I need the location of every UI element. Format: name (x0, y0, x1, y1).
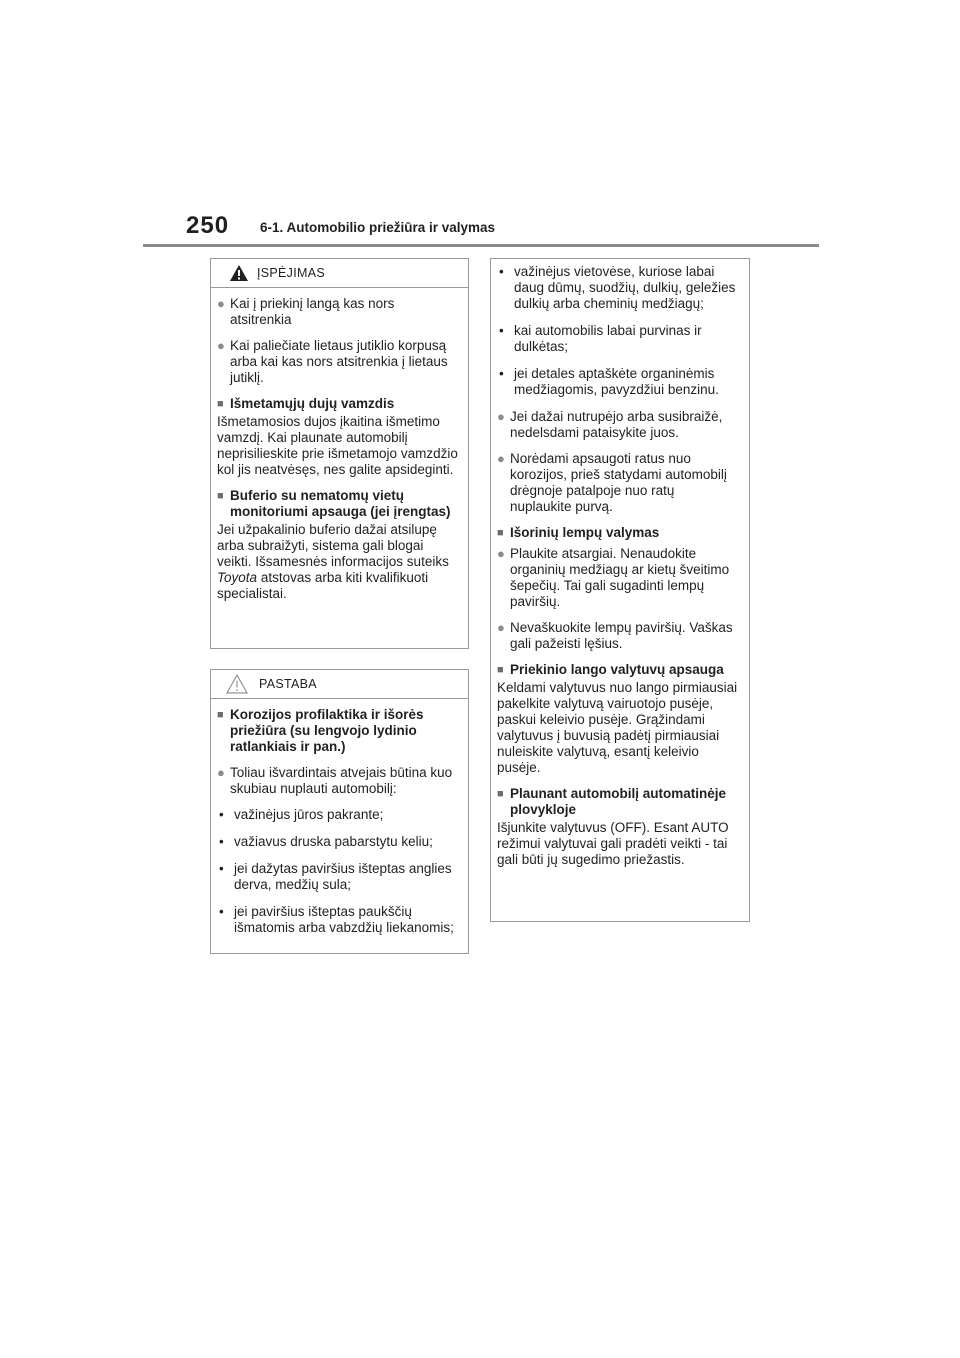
list-item: • jei paviršius išteptas paukščių išmatomis arba vabzdžių liekanomis; (219, 904, 454, 935)
list-item: • kai automobilis labai purvinas ir dulkėtas; (499, 323, 702, 354)
section-title: 6-1. Automobilio priežiūra ir valymas (260, 220, 496, 235)
list-item: ● Norėdami apsaugoti ratus nuo korozijos, prieš statydami automobilį drėgnoje patalpoje nuo ratų nuplaukite purvą. (497, 451, 727, 514)
section-heading: ■ Išmetamųjų dujų vamzdis (217, 396, 395, 411)
bullet-square-icon: ■ (217, 490, 224, 502)
bullet-circle-icon: ● (217, 338, 225, 353)
caution-triangle-icon (225, 674, 249, 694)
list-item: ● Jei dažai nutrupėjo arba susibraižė, nedelsdami pataisykite juos. (497, 409, 723, 440)
bullet-square-icon: ■ (497, 527, 504, 539)
warning-title: ĮSPĖJIMAS (257, 266, 325, 280)
section-heading: ■ Plaunant automobilį automatinėje plovykloje (497, 786, 727, 817)
note-body-right (491, 259, 749, 884)
bullet-circle-icon: ● (497, 546, 505, 561)
section-heading: ■ Korozijos profilaktika ir išorės priežiūra (su lengvojo lydinio ratlankiais ir pan.) (217, 707, 424, 754)
bullet-square-icon: ■ (217, 398, 224, 410)
warning-box (210, 258, 469, 649)
header-rule (143, 244, 819, 247)
note-body-left (211, 699, 468, 953)
list-item: • važinėjus jūros pakrante; (219, 807, 384, 822)
brand-name: Toyota (217, 570, 258, 585)
bullet-circle-icon: ● (217, 296, 225, 311)
list-item: ● Nevaškuokite lempų paviršių. Vaškas gali pažeisti lęšius. (497, 620, 733, 651)
list-item: • važiavus druska pabarstytu keliu; (219, 834, 433, 849)
warning-title-bar (211, 259, 468, 288)
page-number: 250 (186, 212, 230, 239)
list-item: • jei detales aptaškėte organinėmis medžiagomis, pavyzdžiui benzinu. (499, 366, 719, 397)
section-heading: ■ Buferio su nematomų vietų monitoriumi apsauga (jei įrengtas) (217, 488, 451, 519)
note-box-right (490, 258, 750, 922)
list-item: ● Kai į priekinį langą kas nors atsitrenkia (217, 296, 395, 327)
bullet-square-icon: ■ (217, 709, 224, 721)
bullet-circle-icon: ● (217, 765, 225, 780)
bullet-square-icon: ■ (497, 664, 504, 676)
note-title-bar (211, 670, 468, 699)
warning-triangle-icon (229, 264, 249, 282)
list-item: ● Toliau išvardintais atvejais būtina kuo skubiau nuplauti automobilį: (217, 765, 453, 796)
section-heading: ■ Priekinio lango valytuvų apsauga (497, 662, 724, 677)
list-item: • važinėjus vietovėse, kuriose labai daug dūmų, suodžių, dulkių, geležies dulkių arba cheminių medžiagų; (499, 264, 736, 311)
note-title: PASTABA (259, 677, 317, 691)
paragraph: Jei užpakalinio buferio dažai atsilupę arba subraižyti, sistema gali blogai veikti. Išsamesnės informacijos suteiks Toyota atstovas arba kiti kvalifikuoti specialistai. (217, 522, 449, 601)
list-item: ● Plaukite atsargiai. Nenaudokite organinių medžiagų ar kietų šveitimo šepečių. Tai gali sugadinti lempų paviršių. (497, 546, 730, 609)
note-box-left (210, 669, 469, 954)
list-item: ● Kai paliečiate lietaus jutiklio korpusą arba kai kas nors atsitrenkia į lietaus jutiklį. (217, 338, 448, 385)
paragraph: Išjunkite valytuvus (OFF). Esant AUTO režimui valytuvai gali pradėti veikti - tai gali būti jų sugedimo priežastis. (497, 820, 729, 867)
bullet-circle-icon: ● (497, 451, 505, 466)
list-item: • jei dažytas paviršius išteptas anglies derva, medžių sula; (219, 861, 452, 892)
section-heading: ■ Išorinių lempų valymas (497, 525, 660, 540)
bullet-circle-icon: ● (497, 620, 505, 635)
paragraph: Išmetamosios dujos įkaitina išmetimo vamzdį. Kai plaunate automobilį neprisilieskite prie išmetamojo vamzdžio kol jis neatvėsęs, nes galite apsideginti. (217, 414, 458, 477)
warning-body (211, 288, 468, 618)
paragraph: Keldami valytuvus nuo lango pirmiausiai pakelkite valytuvą vairuotojo pusėje, paskui keleivio pusėje. Grąžindami valytuvus į buvusią padėtį pirmiausiai nuleiskite valytuvą, esantį keleivio pusėje. (497, 680, 738, 775)
bullet-circle-icon: ● (497, 409, 505, 424)
bullet-square-icon: ■ (497, 788, 504, 800)
